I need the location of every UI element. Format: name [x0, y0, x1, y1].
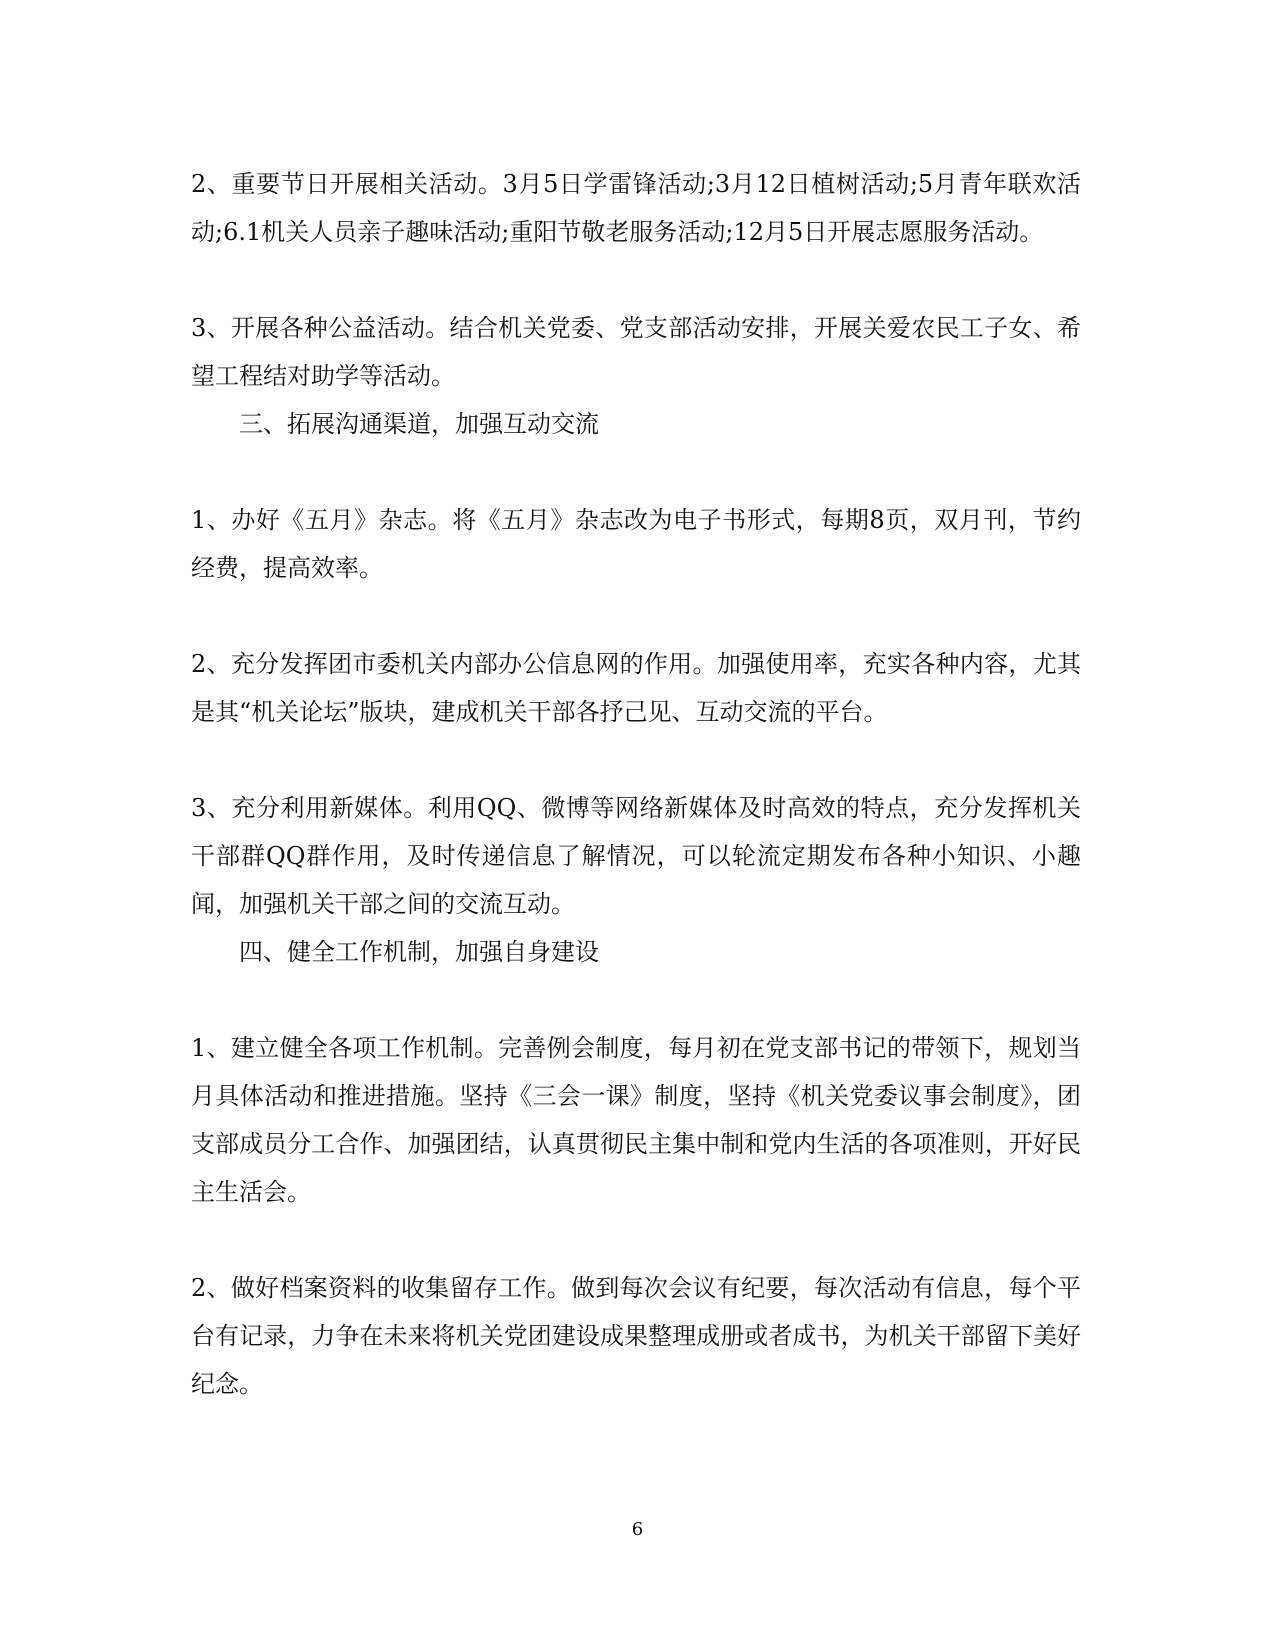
- page-number: 6: [631, 1519, 644, 1540]
- paragraph-archives: 2、做好档案资料的收集留存工作。做到每次会议有纪要，每次活动有信息，每个平台有记录，力争在未来将机关党团建设成果整理成册或者成书，为机关干部留下美好纪念。: [191, 1274, 1081, 1398]
- paragraph-public-welfare: 3、开展各种公益活动。结合机关党委、党支部活动安排，开展关爱农民工子女、希望工程结对助学等活动。: [191, 314, 1081, 390]
- paragraph-intranet: 2、充分发挥团市委机关内部办公信息网的作用。加强使用率，充实各种内容，尤其是其“机关论坛”版块，建成机关干部各抒己见、互动交流的平台。: [191, 650, 1081, 726]
- section-heading-communication: 三、拓展沟通渠道，加强互动交流: [239, 410, 599, 438]
- paragraph-may-magazine: 1、办好《五月》杂志。将《五月》杂志改为电子书形式，每期8页，双月刊，节约经费，提高效率。: [191, 506, 1081, 582]
- document-body: [191, 160, 1081, 1408]
- paragraph-work-mechanism: 1、建立健全各项工作机制。完善例会制度，每月初在党支部书记的带领下，规划当月具体活动和推进措施。坚持《三会一课》制度，坚持《机关党委议事会制度》，团支部成员分工合作、加强团结，认真贯彻民主集中制和党内生活的各项准则，开好民主生活会。: [191, 1034, 1081, 1206]
- paragraph-festival-activities: 2、重要节日开展相关活动。3月5日学雷锋活动;3月12日植树活动;5月青年联欢活动;6.1机关人员亲子趣味活动;重阳节敬老服务活动;12月5日开展志愿服务活动。: [191, 170, 1081, 246]
- paragraph-new-media: 3、充分利用新媒体。利用QQ、微博等网络新媒体及时高效的特点，充分发挥机关干部群QQ群作用，及时传递信息了解情况，可以轮流定期发布各种小知识、小趣闻，加强机关干部之间的交流互动。: [191, 794, 1081, 918]
- section-heading-mechanism: 四、健全工作机制，加强自身建设: [239, 938, 599, 966]
